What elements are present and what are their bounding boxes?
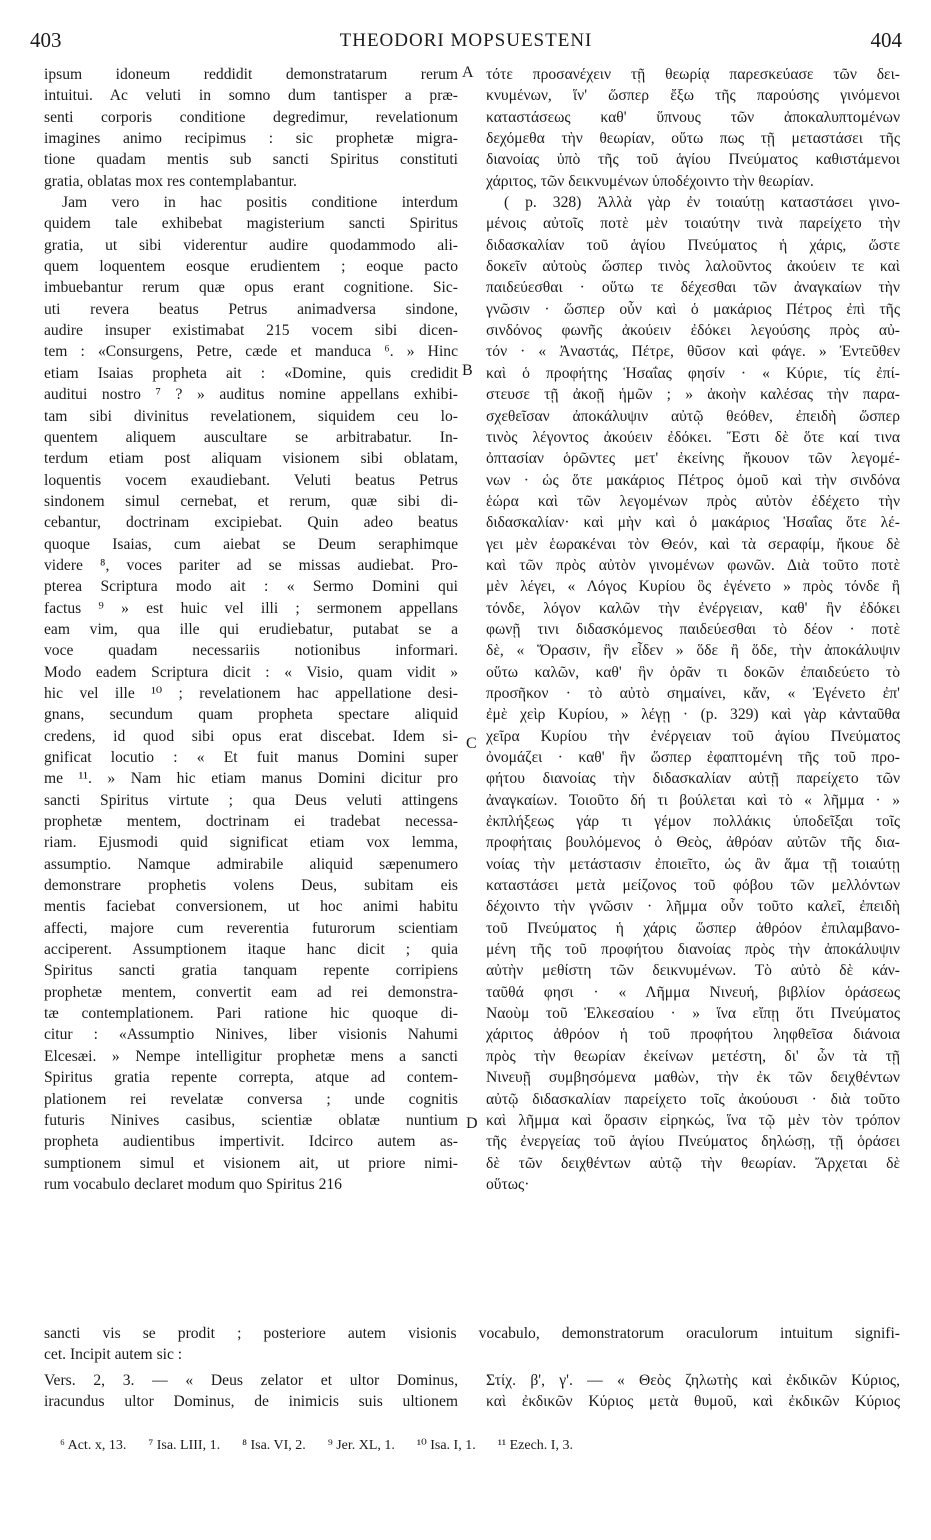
greek-line: σινδόνος φωνῆς ἀκούειν ἐδόκει λεγούσης πρὸς αὐ- (486, 322, 900, 340)
verse-latin (44, 1370, 458, 1413)
greek-line: ἑώρα καὶ τῶν λεγομένων πρὸς αὐτὸν ἐδέχετο τὴν (486, 492, 900, 510)
latin-line: tione quadam mentis sub sancti Spiritus constituti (44, 151, 458, 169)
latin-line: tam sibi divinitus revelationem, siquidem ceu lo- (44, 407, 458, 425)
greek-line: τῆς ἐνεργείας τοῦ ἁγίου Πνεύματος δηλώσῃ, τῇ ὁράσει (486, 1133, 900, 1151)
verse-line: iracundus ultor Dominus, de inimicis suis ultionem (44, 1393, 458, 1411)
greek-line: γνῶσιν · ὥσπερ οὖν καὶ ὁ μακάριος Πέτρος ἐπὶ τῆς (486, 300, 900, 318)
footnote: ⁷ Isa. LIII, 1. (148, 1438, 221, 1453)
latin-line: eam vim, qua ille qui erudiebatur, putabat se a (44, 620, 458, 638)
greek-line: αὐτὴν μεθίστη τῶν δεικνυμένων. Τὸ αὐτὸ δὲ κάν- (486, 962, 900, 980)
greek-line: ὀνομάζει · καθ' ἣν ὥσπερ ἐφαπτομένη τῆς τοῦ προ- (486, 749, 900, 766)
latin-line: rum vocabulo declaret modum quo Spiritus 216 (44, 1175, 342, 1193)
greek-line: κνυμένων, ἵν' ὥσπερ ἔξω τῆς παρούσης γινόμενοι (486, 87, 900, 105)
latin-line: senti corporis conditione degredimur, revelationum (44, 108, 458, 126)
greek-line: τόν · « Ἀναστάς, Πέτρε, θῦσον καὶ φάγε. » Ἐντεῦθεν (486, 343, 900, 361)
verse-greek (486, 1370, 900, 1413)
latin-line: assumptio. Namque admirabile aliquid sæpenumero (44, 855, 458, 873)
greek-line: ἐμὲ χεὶρ Κυρίου, » λέγῃ · (p. 329) καὶ γὰρ κἀνταῦθα (486, 706, 900, 724)
greek-line: χάριτος, τῶν δεικνυμένων ὑποδέχοιντο τὴν θεωρίαν. (486, 172, 814, 190)
latin-line: Spiritus gratia repente correpta, atque ad contem- (44, 1069, 458, 1087)
greek-line: παιδεύεσθαι · οὕτω τε δέχεσθαι τῶν ἀναγκαίων τὴν (486, 279, 900, 297)
footnote: ⁹ Jer. XL, 1. (327, 1438, 395, 1453)
latin-line: plationem rei revelatæ conversa ; unde cognitis (44, 1090, 458, 1108)
latin-line: sancti Spiritus virtute ; qua Deus veluti attingens (44, 791, 458, 809)
latin-line: ipsum idoneum reddidit demonstratarum rerum (44, 66, 458, 83)
latin-line: videre ⁸, voces pariter ad se missas audiebat. Pro- (44, 556, 458, 574)
greek-line: ταῦθά φησι · « Λῆμμα Νινευή, βιβλίον ὁράσεως (486, 983, 900, 1001)
latin-line: Modo eadem Scriptura dicit : « Visio, quam vidit » (44, 663, 458, 681)
footnote: ¹⁰ Isa. I, 1. (416, 1438, 476, 1453)
latin-line: Jam vero in hac positis conditione interdum (62, 194, 458, 212)
page-header (30, 28, 902, 58)
greek-line: μὲν λέγει, « Λόγος Κυρίου ὃς ἐγένετο » πρὸς τόνδε ἢ (486, 578, 900, 596)
latin-line: voce quadam necessariis notionibus informari. (44, 642, 458, 660)
greek-line: τόνδε, λόγον καλῶν τὴν ἐνέργειαν, καθ' ἣν ἐδόκει (486, 599, 900, 617)
latin-line: hic vel ille ¹⁰ ; revelationem hac appellatione desi- (44, 684, 458, 702)
latin-line: quidem tale exhibebat magisterium sancti Spiritus (44, 215, 458, 233)
margin-marker-a: A (462, 64, 474, 81)
latin-line: citur : «Assumptio Ninives, liber visionis Nahumi (44, 1026, 458, 1044)
greek-line: δὲ τῶν δειχθέντων αὐτῷ τὴν θεωρίαν. Ἄρχεται δὲ (486, 1154, 900, 1172)
latin-line: demonstrare prophetis volens Deus, subitam eis (44, 877, 458, 895)
greek-line: πρὸς τὴν θεωρίαν ἐκείνων μετέστη, δι' ὧν τὰ τῇ (486, 1047, 900, 1065)
greek-line: δὲ, « Ὅρασιν, ἣν εἶδεν » ὅδε ἢ ὅδε, τὴν ἀποκάλυψιν (486, 642, 900, 660)
margin-marker-b: B (462, 362, 473, 379)
greek-line: νοίας τὴν μετάστασιν ἐποιεῖτο, ὡς ἂν ἅμα τῇ τοιαύτῃ (486, 855, 900, 873)
text-line: sancti vis se prodit ; posteriore autem visionis vocabulo, demonstratorum oraculorum intuitum signifi- (44, 1325, 900, 1342)
greek-line: τότε προσανέχειν τῇ θεωρίᾳ παρεσκεύασε τῶν δει- (486, 66, 900, 83)
latin-line: loquentis vocem exaudiebant. Veluti beatus Petrus (44, 471, 458, 489)
footnote: ⁶ Act. x, 13. (60, 1438, 127, 1453)
greek-line: χεῖρα Κυρίου τὴν ἐνέργειαν τοῦ ἁγίου Πνεύματος (486, 727, 900, 745)
verse-line: Στίχ. β', γ'. — « Θεὸς ζηλωτὴς καὶ ἐκδικῶν Κύριος, (486, 1372, 900, 1389)
greek-line: νων · ὡς ὅτε μακάριος Πέτρος ὁμοῦ καὶ τὴν σινδόνα (486, 471, 900, 489)
latin-line: riam. Ejusmodi quid significat etiam vox lemma, (44, 834, 458, 852)
latin-line: quentem aliquem auscultare se arbitrabatur. In- (44, 428, 458, 446)
greek-line: Νινευῇ συμβησόμενα μαθὼν, τὴν ἐκ τῶν δειχθέντων (486, 1069, 900, 1087)
greek-line: καταστάσει μετὰ μείζονος τοῦ φόβου τῶν μελλόντων (486, 877, 900, 895)
latin-line: cebantur, doctrinam excipiebat. Quin adeo beatus (44, 514, 458, 532)
greek-line: τινὸς λέγοντος ἀκούειν ἐδόκει. Ἔστι δὲ ὅτε καί τινα (486, 428, 900, 446)
verse-line: καὶ ἐκδικῶν Κύριος μετὰ θυμοῦ, καὶ ἐκδικῶν Κύριος (486, 1393, 900, 1411)
latin-line: auditui nostro ⁷ ? » auditus nomine appellans exhibi- (44, 386, 458, 404)
greek-line: φήτου διανοίας τὴν διδασκαλίαν αὐτῇ παρείχετο τῶν (486, 770, 900, 788)
greek-line: γει μὲν ἑωρακέναι τὸν Θεόν, καὶ τὰ σεραφίμ, ἤκουε δὲ (486, 535, 900, 553)
greek-line: προσῆκον · τὸ αὐτὸ σημαίνει, κἄν, « Ἐγένετο ἐπ' (486, 684, 900, 702)
greek-line: ( p. 328) Ἀλλὰ γὰρ ἐν τοιαύτῃ καταστάσει γινο- (504, 194, 900, 212)
page-number-right: 404 (870, 28, 902, 52)
greek-line: ὀπτασίαν ὁρῶντες μετ' ἐκείνης ἤκουον τῶν λεγομέ- (486, 450, 900, 468)
greek-line: αὐτῷ διδασκαλίαν παρείχετο τοῖς ἀκούουσι · διὰ τοῦτο (486, 1090, 900, 1108)
greek-line: καὶ λῆμμα καὶ ὅρασιν εἰρηκώς, ἵνα τῷ μὲν τὸν τρόπον (486, 1111, 900, 1129)
greek-line: οὕτω καλῶν, καθ' ἣν ὁρᾶν τι δοκῶν ἐπαιδεύετο τὸ (486, 663, 900, 681)
latin-line: pterea Scriptura modo ait : « Sermo Domini qui (44, 578, 458, 596)
running-title: THEODORI MOPSUESTENI (339, 30, 593, 51)
greek-line: σχεθεῖσαν ἀποκάλυψιν αὐτῷ θεόθεν, ἐπειδὴ ὥσπερ (486, 407, 900, 425)
greek-line: δεχόμεθα τὴν θεωρίαν, οὕτω πως τῇ μεταστάσει τῆς (486, 130, 900, 148)
greek-line: τοῦ Πνεύματος ἡ χάρις ὥσπερ ἀθρόον ἐπιλαμβανο- (486, 919, 900, 937)
latin-line: gnans, secundum quam propheta spectare aliquid (44, 706, 458, 724)
latin-line: sindonem simul cernebat, et rerum, quæ sibi di- (44, 492, 458, 510)
verse-line: Vers. 2, 3. — « Deus zelator et ultor Dominus, (44, 1372, 458, 1389)
greek-line: ἐκπλήξεως γάρ τι γέμον πολλάκις ὑποδεῖξαι τοῖς (486, 813, 900, 831)
latin-line: gnificat locutio : « Et fuit manus Domini super (44, 749, 458, 766)
latin-line: imbuebantur rerum quæ opus erant cognitione. Sic- (44, 279, 458, 297)
latin-line: gratia, oblatas mox res contemplabantur. (44, 172, 297, 190)
greek-column (486, 64, 900, 1195)
latin-line: audire insuper existimabat 215 vocem sibi dicen- (44, 322, 458, 340)
greek-line: δέχοιντο τὴν γνῶσιν · λῆμμα οὖν τοῦτο καλεῖ, ἐπειδὴ (486, 898, 900, 916)
full-width-text (44, 1323, 900, 1366)
latin-line: etiam Isaias propheta ait : «Domine, quis credidit (44, 364, 458, 382)
latin-line: tem : «Consurgens, Petre, cæde et manduca ⁶. » Hinc (44, 343, 458, 361)
latin-line: uti revera beatus Petrus animadversa sindone, (44, 300, 458, 318)
latin-line: affecti, majore cum reverentia futurorum scientiam (44, 919, 458, 937)
greek-line: οὕτως· (486, 1175, 530, 1193)
latin-line: Spiritus sancti gratia tanquam repente corripiens (44, 962, 458, 980)
latin-line: sumptionem simul et visionem ait, ut priore nimi- (44, 1154, 458, 1172)
latin-line: quoque Isaias, cum aiebat se Deum seraphimque (44, 535, 458, 553)
margin-marker-d: D (466, 1115, 478, 1132)
latin-column (44, 64, 458, 1195)
latin-line: mentis faciebat conversionem, ut hoc animi habitu (44, 898, 458, 916)
greek-line: χάριτος ἀθρόον ἡ τοῦ προφήτου ληφθεῖσα διάνοια (486, 1026, 900, 1044)
greek-line: διδασκαλίαν· καὶ μὴν καὶ ὁ μακάριος Ἡσαΐας ὅτε λέ- (486, 514, 900, 532)
greek-line: Ναοὺμ τοῦ Ἐλκεσαίου · » ἵνα εἴπῃ ὅτι Πνεύματος (486, 1005, 900, 1023)
greek-line: καὶ ὁ προφήτης Ἡσαΐας φησίν · « Κύριε, τίς ἐπί- (486, 364, 900, 382)
greek-line: δοκεῖν αὐτοὺς ὥσπερ τινὸς λαλοῦντος ἀκούειν τε καὶ (486, 258, 900, 276)
greek-line: προφήταις βουλόμενος ὁ Θεὸς, ἀθρόαν αὐτῶν τῆς δια- (486, 834, 900, 852)
greek-line: μένοις αὐτοῖς ποτὲ μὲν τοιαύτην τινὰ παρείχετο τὴν (486, 215, 900, 233)
greek-line: μένη τῆς τοῦ προφήτου διανοίας πρὸς τὴν ἀποκάλυψιν (486, 941, 900, 959)
latin-line: futuris Ninives casibus, scientiæ oblatæ nuntium (44, 1111, 458, 1129)
footnote: ⁸ Isa. VI, 2. (242, 1438, 306, 1453)
page-number-left: 403 (30, 28, 62, 52)
latin-line: factus ⁹ » est huic vel illi ; sermonem appellans (44, 599, 458, 617)
latin-line: terdum etiam post aliquam visionem sibi oblatam, (44, 450, 458, 468)
latin-line: intuitui. Ac veluti in somno dum tantisper a præ- (44, 87, 458, 105)
footnotes (60, 1437, 595, 1454)
greek-line: καὶ τῶν πρὸς αὐτὸν γινομένων φωνῶν. Διὰ τοῦτο ποτὲ (486, 556, 900, 574)
margin-marker-c: C (466, 735, 477, 752)
text-line: cet. Incipit autem sic : (44, 1346, 183, 1364)
latin-line: prophetæ mentem, convertit eam ad rei demonstra- (44, 983, 458, 1001)
greek-line: διανοίας ὑπὸ τῆς τοῦ ἁγίου Πνεύματος καθιστάμενοι (486, 151, 900, 169)
latin-line: me ¹¹. » Nam hic etiam manus Domini dicitur pro (44, 770, 458, 788)
greek-line: καταστάσεως καθ' ὕπνους τῶν ἀποκαλυπτομένων (486, 108, 900, 126)
latin-line: credens, id quod sibi opus erat discebat. Idem si- (44, 727, 458, 745)
latin-line: propheta audientibus impertivit. Idcirco autem as- (44, 1133, 458, 1151)
latin-line: tæ contemplationem. Pari ratione hic quoque di- (44, 1005, 458, 1023)
greek-line: ἀναγκαίων. Τοιοῦτο δή τι βούλεται καὶ τὸ « λῆμμα · » (486, 791, 900, 809)
latin-line: prophetæ mentem, doctrinam ei tradebat necessa- (44, 813, 458, 831)
greek-line: στευσε τῇ ἀκοῇ ἡμῶν ; » ἀκοὴν καλέσας τὴν παρα- (486, 386, 900, 404)
latin-line: acciperent. Assumptionem itaque hanc dicit ; quia (44, 941, 458, 959)
greek-line: φωνῇ τινι διδασκόμενος παιδεύεσθαι τὸ δέον · ποτὲ (486, 620, 900, 638)
latin-line: quem loquentem eosque erudientem ; eoque pacto (44, 258, 458, 276)
latin-line: Elcesæi. » Nempe intelligitur prophetæ mens a sancti (44, 1047, 458, 1065)
footnote: ¹¹ Ezech. I, 3. (497, 1438, 573, 1453)
latin-line: imagines animo recipimus : sic prophetæ migra- (44, 130, 458, 148)
greek-line: διδασκαλίαν τοῦ ἁγίου Πνεύματος ἡ χάρις, ὥστε (486, 236, 900, 254)
latin-line: gratia, ut sibi viderentur audire quodammodo ali- (44, 236, 458, 254)
